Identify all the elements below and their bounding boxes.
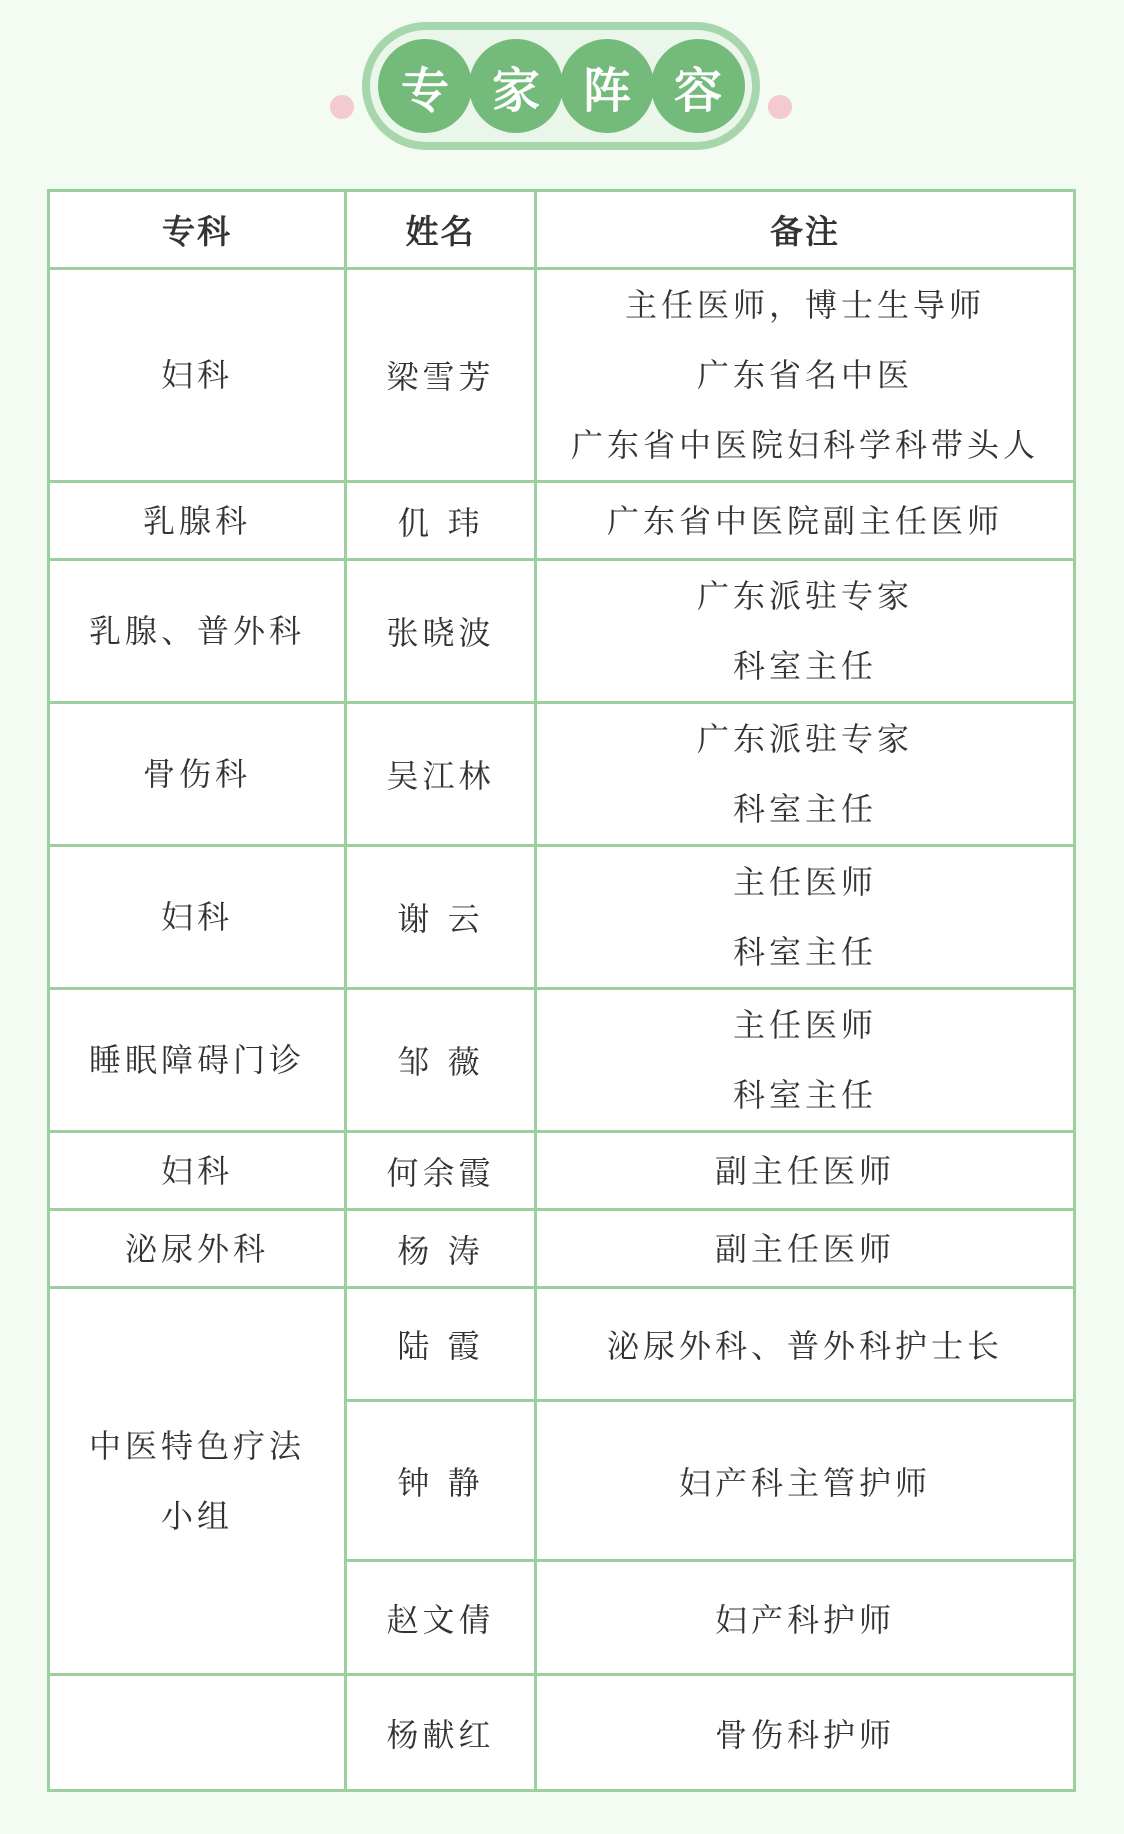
title-char: 容: [651, 39, 745, 133]
table-row: [49, 1288, 1075, 1401]
dept-cell-group: 中医特色疗法 小组: [49, 1288, 346, 1675]
notes-cell: 广东省中医院副主任医师: [536, 482, 1075, 560]
notes-cell: 妇产科主管护师: [536, 1401, 1075, 1561]
notes-cell: 副主任医师: [536, 1210, 1075, 1288]
notes-cell: 骨伤科护师: [536, 1675, 1075, 1791]
dept-cell: 妇科: [49, 269, 346, 482]
name-cell: 谢 云: [346, 846, 536, 989]
table-row: [49, 989, 1075, 1132]
notes-cell: 副主任医师: [536, 1132, 1075, 1210]
notes-cell: 广东派驻专家 科室主任: [536, 560, 1075, 703]
column-header-dept: 专科: [49, 191, 346, 269]
name-cell: 陆 霞: [346, 1288, 536, 1401]
dept-cell: 妇科: [49, 846, 346, 989]
section-header: [0, 22, 1124, 152]
decorative-dot-right: [768, 95, 792, 119]
name-cell: 何余霞: [346, 1132, 536, 1210]
name-cell: 杨献红: [346, 1675, 536, 1791]
notes-cell: 广东派驻专家 科室主任: [536, 703, 1075, 846]
decorative-dot-left: [330, 95, 354, 119]
table-row: [49, 269, 1075, 482]
name-cell: 吴江林: [346, 703, 536, 846]
name-cell: 赵文倩: [346, 1561, 536, 1675]
table-row: [49, 1210, 1075, 1288]
title-badge: [362, 22, 760, 150]
title-char: 家: [469, 39, 563, 133]
notes-cell: 主任医师，博士生导师 广东省名中医 广东省中医院妇科学科带头人: [536, 269, 1075, 482]
notes-cell: 泌尿外科、普外科护士长: [536, 1288, 1075, 1401]
name-cell: 杨 涛: [346, 1210, 536, 1288]
dept-cell: 妇科: [49, 1132, 346, 1210]
dept-cell: 睡眠障碍门诊: [49, 989, 346, 1132]
table-row: [49, 1675, 1075, 1791]
dept-cell: 乳腺科: [49, 482, 346, 560]
table-row: [49, 482, 1075, 560]
notes-cell: 主任医师 科室主任: [536, 989, 1075, 1132]
column-header-name: 姓名: [346, 191, 536, 269]
dept-cell: [49, 1675, 346, 1791]
table-row: [49, 846, 1075, 989]
expert-table: [47, 189, 1076, 1792]
name-cell: 张晓波: [346, 560, 536, 703]
dept-cell: 泌尿外科: [49, 1210, 346, 1288]
name-cell: 梁雪芳: [346, 269, 536, 482]
notes-cell: 妇产科护师: [536, 1561, 1075, 1675]
table-row: [49, 560, 1075, 703]
title-char: 专: [378, 39, 472, 133]
name-cell: 邹 薇: [346, 989, 536, 1132]
name-cell: 钟 静: [346, 1401, 536, 1561]
dept-cell: 乳腺、普外科: [49, 560, 346, 703]
dept-cell: 骨伤科: [49, 703, 346, 846]
title-char: 阵: [560, 39, 654, 133]
table-row: [49, 703, 1075, 846]
table-row: [49, 1132, 1075, 1210]
name-cell: 仉 玮: [346, 482, 536, 560]
notes-cell: 主任医师 科室主任: [536, 846, 1075, 989]
column-header-notes: 备注: [536, 191, 1075, 269]
table-header-row: [49, 191, 1075, 269]
